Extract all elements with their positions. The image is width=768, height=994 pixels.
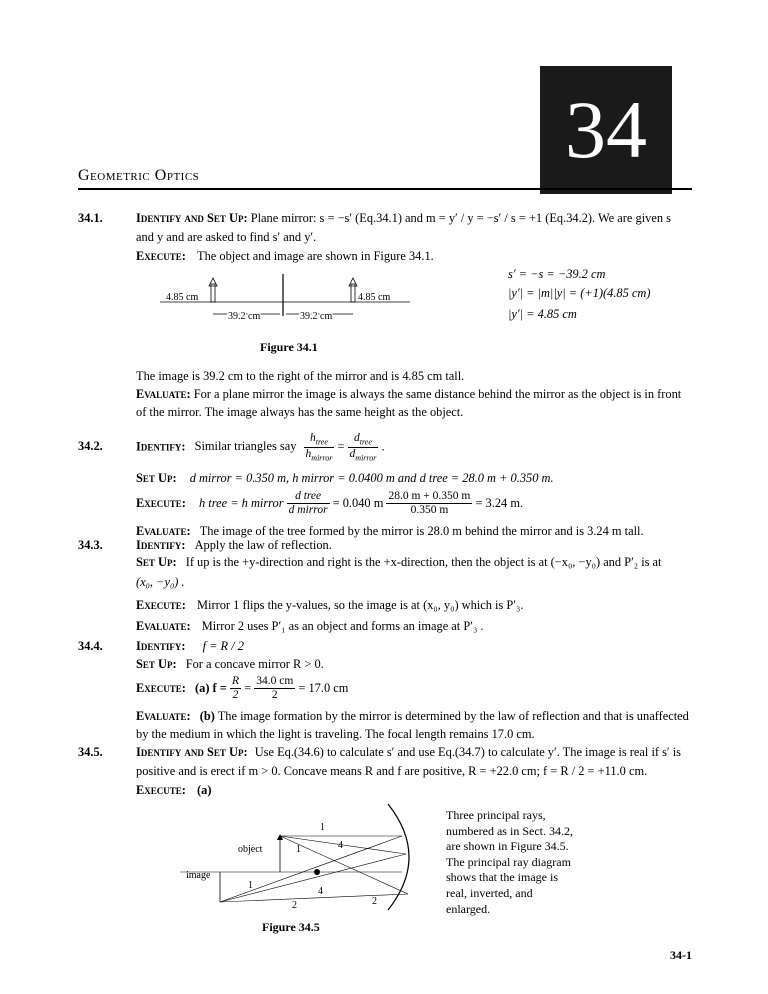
problem-34-1-identify [136, 210, 696, 226]
frac-bot: h [305, 448, 312, 461]
problem-34-5-execute [136, 782, 211, 798]
frac-top-sub: tree [359, 437, 372, 447]
identify-label: Identify: [136, 439, 186, 454]
chapter-number: 34 [565, 84, 647, 175]
problem-34-4-setup [136, 656, 324, 672]
problem-number: 34.3. [78, 538, 103, 552]
execute-label: Execute: [136, 249, 186, 263]
identify-text: Similar triangles say [194, 439, 297, 454]
problem-34-2-setup [136, 470, 554, 486]
description-line: are shown in Figure 34.5. [446, 839, 569, 854]
evaluate-label: Evaluate: [136, 524, 191, 538]
identify-label: Identify and Set Up: [136, 745, 248, 759]
image-arrow [351, 284, 355, 302]
execute-part-a: (a) f = [195, 681, 227, 696]
figure-34-5-caption: Figure 34.5 [262, 920, 320, 934]
setup-label: Set Up: [136, 471, 177, 485]
description-line: Three principal rays, [446, 808, 546, 822]
problem-34-2-identify: Identify: Similar triangles say $\frac{h_{tree}}{h_{mirror}}$ = $\frac{d_{tree}}{d_{mirror}}$ . [136, 432, 385, 463]
frac-bot: d [349, 448, 356, 461]
evaluate-text: For a plane mirror the image is always the same distance behind the mirror as the object is in front [193, 387, 682, 401]
header-rule [78, 188, 692, 190]
result-text: The image is 39.2 cm to the right of the mirror and is 4.85 cm tall. [136, 369, 465, 383]
frac-bot: 2 [271, 688, 278, 701]
description-line: shows that the image is [446, 870, 558, 885]
fraction-d [348, 432, 379, 463]
figure-34-5 [180, 802, 420, 912]
identify-text: Use Eq.(34.6) to calculate s′ and use Eq.(34.7) to calculate y′. The image is real if s′ is [254, 745, 682, 759]
figure-34-1 [160, 268, 410, 324]
frac-top: R [231, 675, 239, 687]
fraction-value [254, 675, 295, 701]
chapter-title: Geometric Optics [78, 167, 200, 184]
ray-label: 2 [292, 900, 297, 911]
execute-label: Execute: [136, 598, 186, 612]
setup-text-2: (x₀, −y₀) . [136, 575, 185, 589]
description-line: real, inverted, and [446, 885, 533, 900]
frac-bot: d mirror [288, 503, 328, 516]
fraction-r [230, 675, 241, 701]
identify-text-2: positive and is erect if m > 0. Concave means R and f are positive, R = +22.0 cm; f = R / 2 = +11.0 cm. [136, 764, 648, 778]
execute-text: The object and image are shown in Figure 34.1. [197, 249, 434, 263]
identify-label: Identify: [136, 538, 186, 552]
evaluate-label: Evaluate: [136, 387, 191, 401]
execute-mid: = 0.040 m [332, 496, 384, 511]
fraction-h [304, 432, 335, 463]
equation-1: s′ = −s = −39.2 cm [508, 267, 606, 281]
frac-bot: 2 [232, 688, 239, 701]
equation-3: |y′| = 4.85 cm [508, 307, 577, 321]
image-label: image [186, 870, 211, 881]
problem-34-4-execute: Execute: (a) f = $\frac{R}{2}$ = $\frac{34.0 cm}{2}$ = 17.0 cm [136, 675, 349, 701]
identify-text: f = R / 2 [202, 639, 244, 653]
ray-label: 4 [338, 840, 343, 851]
object-arrowhead [209, 278, 217, 286]
problem-34-3-setup [136, 554, 706, 570]
figure-34-5-description [446, 808, 606, 917]
ray-line [220, 894, 408, 902]
setup-label: Set Up: [136, 657, 177, 671]
description-line: The principal ray diagram [446, 854, 571, 869]
page-number: 34-1 [670, 948, 692, 963]
fraction-values [386, 490, 472, 516]
problem-34-3-identify [136, 537, 332, 553]
frac-top: d [354, 432, 360, 444]
ray-label: 1 [296, 844, 301, 855]
frac-bot-sub: mirror [311, 453, 333, 463]
identify-text: Plane mirror: s = −s′ (Eq.34.1) and m = y′ / y = −s′ / s = +1 (Eq.34.2). We are given s [250, 211, 671, 225]
execute-label: Execute: [136, 783, 186, 797]
evaluate-text-2: by the medium in which the light is traveling. The focal length remains 17.0 cm. [136, 727, 535, 741]
setup-text: For a concave mirror R > 0. [185, 657, 324, 671]
execute-part-a: (a) [197, 783, 212, 797]
problem-34-2-execute [136, 490, 523, 516]
frac-top: 28.0 m + 0.350 m [388, 490, 471, 502]
identify-label: Identify and Set Up: [136, 211, 248, 225]
description-line: numbered as in Sect. 34.2, [446, 823, 573, 838]
description-line: enlarged. [446, 901, 491, 916]
ray-label: 2 [372, 896, 377, 907]
problem-34-4-identify [136, 638, 244, 654]
execute-result: = 17.0 cm [298, 681, 349, 696]
identify-text-2: and y and are asked to find s′ and y′. [136, 230, 317, 244]
object-label: object [238, 844, 263, 855]
right-height-label: 4.85 cm [358, 292, 391, 303]
problem-number: 34.2. [78, 439, 103, 453]
ray-label: 1 [320, 822, 325, 833]
evaluate-label: Evaluate: [136, 619, 191, 633]
ray-label: 1 [248, 880, 253, 891]
equation-2: |y′| = |m||y| = (+1)(4.85 cm) [508, 286, 651, 300]
object-arrow [211, 284, 215, 302]
evaluate-text-2: of the mirror. The image always has the same height as the object. [136, 405, 464, 419]
ray-label: 4 [318, 886, 323, 897]
left-height-label: 4.85 cm [166, 292, 199, 303]
execute-label: Execute: [136, 681, 186, 696]
problem-number: 34.4. [78, 639, 103, 653]
problem-34-4-evaluate [136, 708, 706, 724]
problem-34-1-execute [136, 248, 434, 264]
problem-34-1-evaluate [136, 386, 696, 402]
chapter-number-box [540, 66, 672, 194]
evaluate-part-b: (b) [199, 709, 215, 723]
image-arrowhead [349, 278, 357, 286]
setup-text: If up is the +y-direction and right is the +x-direction, then the object is at (−x₀, −y₀) and P′₂ is at [185, 555, 662, 569]
frac-bot: 0.350 m [410, 503, 449, 516]
identify-label: Identify: [136, 639, 186, 653]
frac-top: 34.0 cm [256, 675, 294, 687]
execute-lhs: h tree = h mirror [199, 496, 284, 511]
identify-text: Apply the law of reflection. [194, 538, 332, 552]
evaluate-text: The image formation by the mirror is determined by the law of reflection and that is unaffected [217, 709, 689, 723]
focal-point [314, 869, 320, 875]
setup-label: Set Up: [136, 555, 177, 569]
setup-text: d mirror = 0.350 m, h mirror = 0.0400 m and d tree = 28.0 m + 0.350 m. [189, 471, 554, 485]
execute-result: = 3.24 m. [475, 496, 524, 511]
problem-number: 34.5. [78, 745, 103, 759]
evaluate-text: Mirror 2 uses P′₁ as an object and forms an image at P′₃ . [201, 619, 484, 633]
figure-34-1-caption: Figure 34.1 [260, 340, 318, 354]
problem-number: 34.1. [78, 211, 103, 225]
ray-line [220, 854, 406, 902]
problem-34-3-evaluate [136, 618, 483, 634]
frac-top-sub: tree [315, 437, 328, 447]
evaluate-text: The image of the tree formed by the mirror is 28.0 m behind the mirror and is 3.24 m tall. [199, 524, 644, 538]
problem-34-3-execute [136, 597, 523, 613]
frac-top: d tree [287, 490, 330, 504]
frac-bot-sub: mirror [355, 453, 377, 463]
evaluate-label: Evaluate: [136, 709, 191, 723]
fraction-distance [287, 490, 330, 516]
frac-top: h [310, 432, 316, 444]
right-distance-label: 39.2 cm [300, 311, 333, 322]
left-distance-label: 39.2 cm [228, 311, 261, 322]
execute-label: Execute: [136, 496, 186, 511]
problem-34-5-identify [136, 744, 706, 760]
execute-text: Mirror 1 flips the y-values, so the image is at (x₀, y₀) which is P′₃. [197, 598, 524, 612]
